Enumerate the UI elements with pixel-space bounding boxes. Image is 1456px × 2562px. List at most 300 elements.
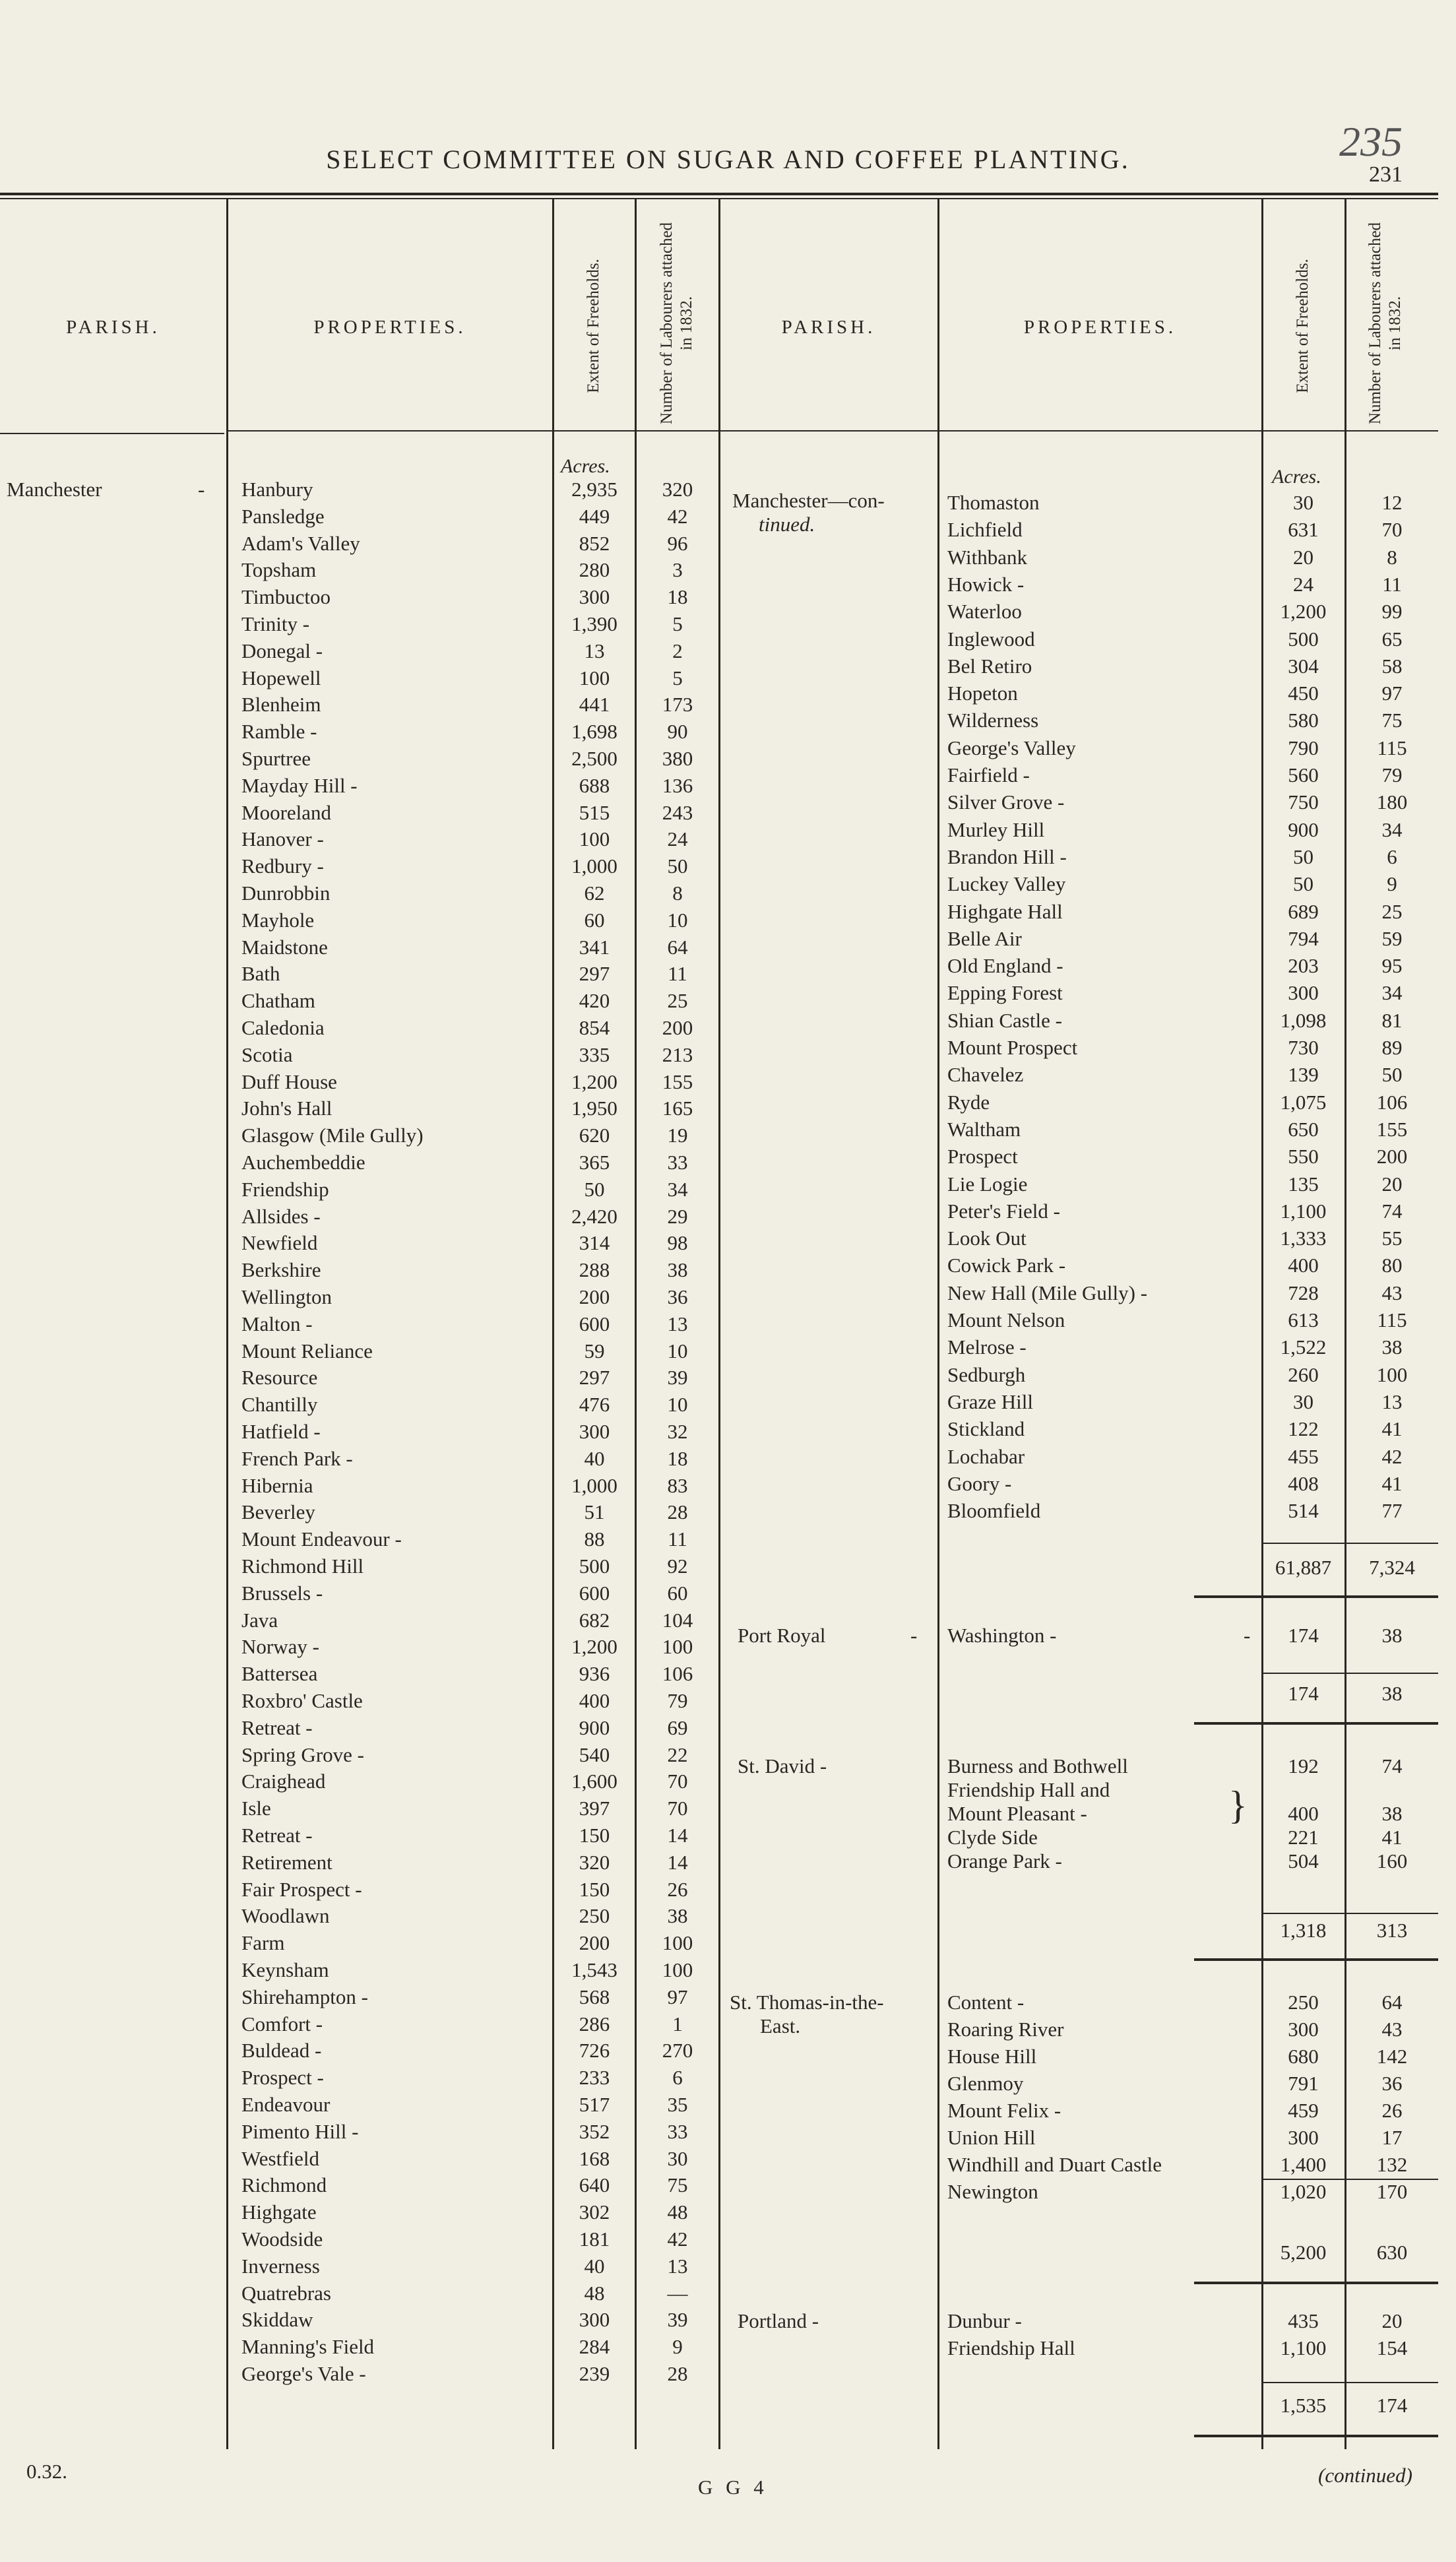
labourers-value: 10 [667,908,688,932]
extent-value: 540 [579,1743,610,1766]
property-name: Friendship Hall and [947,1778,1110,1801]
extent-value: 631 [1288,518,1319,542]
footer-signature: G G 4 [698,2476,768,2499]
extent-value: 284 [579,2335,610,2359]
extent-value: 1,698 [571,720,617,744]
property-name: New Hall (Mile Gully) - [947,1281,1148,1304]
st-thomas-total-labourers: 630 [1376,2241,1408,2264]
portland-total-extent: 1,535 [1280,2394,1327,2417]
labourers-value: 89 [1381,1036,1403,1059]
property-name: Burness and Bothwell [947,1754,1128,1777]
extent-value: 203 [1288,954,1319,978]
extent-value: 568 [579,1985,610,2008]
extent-value: 365 [579,1151,610,1174]
footer-continued: (continued) [1318,2464,1412,2487]
extent-value: 300 [1288,2126,1319,2149]
extent-value: 302 [579,2200,610,2224]
property-name: Blenheim [241,693,321,717]
property-name: Craighead [241,1770,326,1793]
labourers-value: 92 [667,1554,688,1578]
labourers-value: 38 [667,1258,688,1282]
parish-dash: - [910,1624,918,1647]
labourers-value: 28 [667,2362,688,2385]
labourers-value: 41 [1381,1471,1403,1495]
extent-value: 286 [579,2012,610,2035]
parish-port-royal: Port Royal [738,1624,826,1647]
labourers-value: 60 [667,1581,688,1605]
property-name: Duff House [241,1070,337,1093]
st-david-total-extent: 1,318 [1280,1919,1327,1942]
property-name: Mount Felix - [947,2099,1061,2122]
property-name: Hopewell [241,666,321,689]
labourers-value: 14 [667,1850,688,1874]
property-name: Chantilly [241,1393,318,1417]
property-name: Fair Prospect - [241,1877,362,1901]
extent-value: 408 [1288,1471,1319,1495]
extent-value: 500 [579,1554,610,1578]
property-name: Manning's Field [241,2335,375,2359]
parish-st-david: St. David - [738,1754,827,1777]
property-name: Malton - [241,1312,313,1335]
property-name: Buldead - [241,2039,322,2063]
extent-value: 455 [1288,1444,1319,1468]
labourers-value: 100 [1376,1362,1408,1386]
property-name: Ramble - [241,720,317,744]
extent-value: 794 [1288,926,1319,950]
parish-manchester: Manchester [7,478,102,501]
brace: } [1228,1783,1248,1827]
property-name: Comfort - [241,2012,323,2035]
labourers-value: 98 [667,1231,688,1255]
table-row [0,1554,1456,1578]
extent-value: 20 [1293,545,1314,569]
property-name: Highgate Hall [947,899,1063,923]
labourers-value: 42 [667,2227,688,2251]
table-row [0,1227,1456,1250]
labourers-value: 99 [1381,600,1403,624]
property-name: Skiddaw [241,2308,313,2332]
extent-value: 2,935 [571,478,617,501]
table-row [0,900,1456,924]
property-name: Scotia [241,1042,293,1066]
table-row [0,518,1456,542]
property-name: Highgate [241,2200,317,2224]
extent-value: 50 [1293,872,1314,896]
labourers-value: 6 [672,2066,683,2090]
extent-value: 62 [584,881,605,905]
property-name: Battersea [241,1662,318,1686]
property-name: Dunbur - [947,2309,1022,2332]
property-name: Fairfield - [947,763,1030,786]
property-name: Chatham [241,989,315,1013]
extent-value: 1,200 [571,1070,617,1093]
st-thomas-total-extent: 5,200 [1280,2241,1327,2264]
property-name: George's Valley [947,736,1076,759]
labourers-value: 32 [667,1420,688,1443]
extent-value: 297 [579,962,610,986]
extent-value: 600 [579,1312,610,1335]
property-name: Hanover - [241,827,324,851]
property-name: Timbuctoo [241,585,331,609]
labourers-value: 115 [1377,736,1407,759]
property-name: Richmond Hill [241,1554,364,1578]
header-extent-left: Extent of Freeholds. [585,259,602,393]
labourers-value: 70 [667,1770,688,1793]
page-title: SELECT COMMITTEE ON SUGAR AND COFFEE PLANTING. [326,144,1130,174]
labourers-value: 55 [1381,1227,1403,1250]
property-name: Wilderness [947,709,1039,732]
extent-value: 500 [1288,627,1319,651]
table-row [0,1991,1456,2014]
labourers-value: 132 [1376,2153,1408,2176]
table-row [0,2336,1456,2360]
unit-acres-right: Acres. [1272,466,1321,488]
labourers-value: 25 [667,989,688,1013]
table-row [0,927,1456,951]
property-name: Hibernia [241,1473,313,1497]
labourers-value: 20 [1381,1172,1403,1196]
labourers-value: 11 [668,1527,687,1551]
labourers-value: 180 [1376,790,1408,814]
labourers-value: 6 [1387,845,1397,868]
labourers-value: 29 [667,1204,688,1228]
property-name: Look Out [947,1227,1027,1250]
extent-value: 335 [579,1042,610,1066]
property-name: Newfield [241,1231,318,1255]
property-name: Farm [241,1931,285,1955]
table-row [0,1472,1456,1496]
table-row [0,845,1456,869]
extent-value: 688 [579,773,610,797]
extent-value: 400 [579,1689,610,1712]
property-name: Mount Pleasant - [947,1802,1087,1825]
extent-value: 250 [1288,1991,1319,2014]
labourers-value: 42 [1381,1444,1403,1468]
property-name: Content - [947,1991,1025,2014]
extent-value: 852 [579,531,610,555]
table-row [0,491,1456,515]
extent-value: 2,500 [571,747,617,770]
extent-value: 100 [579,827,610,851]
property-name: Orange Park - [947,1849,1062,1873]
labourers-value: 59 [1381,926,1403,950]
property-name: Old England - [947,954,1063,978]
property-name: Ryde [947,1090,990,1114]
labourers-value: 90 [667,720,688,744]
labourers-value: 50 [667,854,688,878]
extent-value: 200 [579,1285,610,1308]
property-name: Pansledge [241,504,325,528]
table-row [0,1445,1456,1469]
extent-value: 682 [579,1608,610,1632]
table-row [0,1609,1456,1632]
extent-value: 300 [579,585,610,609]
table-row [0,1527,1456,1551]
extent-value: 24 [1293,572,1314,596]
labourers-value: 270 [662,2039,693,2063]
st-david-total-labourers: 313 [1376,1919,1408,1942]
parish-manchester-continued: Manchester—con- [732,489,885,512]
property-name: Spring Grove - [241,1743,364,1766]
extent-value: 40 [584,2254,605,2278]
property-name: Glasgow (Mile Gully) [241,1124,424,1147]
table-row [0,2227,1456,2251]
extent-value: 1,098 [1280,1008,1327,1032]
property-name: Bloomfield [947,1499,1041,1523]
extent-value: 1,020 [1280,2180,1327,2203]
header-labourers-right: Number of Labourers attached in 1832. [1366,222,1404,425]
labourers-value: 243 [662,800,693,824]
labourers-value: 154 [1376,2336,1408,2359]
property-name: Lochabar [947,1444,1025,1468]
table-row [0,2309,1456,2333]
property-name: Cowick Park - [947,1254,1066,1277]
property-name: Auchembeddie [241,1151,365,1174]
labourers-value: 38 [1381,1335,1403,1359]
labourers-value: 35 [667,2093,688,2116]
property-name: Peter's Field - [947,1199,1060,1223]
labourers-value: 5 [672,612,683,635]
labourers-value: 9 [1387,872,1397,896]
table-row [0,655,1456,678]
labourers-value: 12 [1381,491,1403,514]
extent-value: 1,543 [571,1958,617,1981]
property-name: Goory - [947,1471,1012,1495]
labourers-value: 20 [1381,2309,1403,2332]
extent-value: 260 [1288,1362,1319,1386]
labourers-value: — [667,2281,688,2305]
property-name: Hatfield - [241,1420,321,1443]
labourers-value: 155 [1376,1117,1408,1141]
extent-value: 689 [1288,899,1319,923]
labourers-value: 36 [667,1285,688,1308]
property-name: Inglewood [947,627,1035,651]
table-row [0,1849,1456,1873]
extent-value: 300 [579,1420,610,1443]
table-row [0,1091,1456,1114]
extent-value: 450 [1288,682,1319,705]
property-name: Silver Grove - [947,790,1065,814]
table-row [0,981,1456,1005]
header-properties-left: PROPERTIES. [313,317,466,338]
property-name: Brussels - [241,1581,323,1605]
labourers-value: 115 [1377,1308,1407,1331]
table-row [0,1036,1456,1060]
labourers-value: 22 [667,1743,688,1766]
port-royal-labourers: 38 [1381,1624,1403,1647]
parish-manchester-continued-b: tinued. [759,513,815,536]
labourers-value: 136 [662,773,693,797]
extent-value: 1,400 [1280,2153,1327,2176]
header-properties-right: PROPERTIES. [1023,317,1177,338]
extent-value: 1,950 [571,1097,617,1120]
labourers-value: 28 [667,1500,688,1524]
parish-portland: Portland - [738,2309,819,2332]
extent-value: 1,000 [571,1473,617,1497]
property-name: Resource [241,1366,318,1390]
labourers-value: 77 [1381,1499,1403,1523]
property-name: Woodside [241,2227,323,2251]
table-row [0,1200,1456,1223]
labourers-value: 33 [667,2119,688,2143]
property-name: French Park - [241,1446,353,1470]
property-name: Spurtree [241,747,311,770]
property-name: Donegal - [241,639,323,662]
extent-value: 50 [1293,845,1314,868]
property-name: Isle [241,1797,271,1820]
extent-value: 449 [579,504,610,528]
labourers-value: 1 [672,2012,683,2035]
property-name: Thomaston [947,491,1040,514]
property-name: Inverness [241,2254,320,2278]
property-name: Union Hill [947,2126,1036,2149]
table-row [0,1281,1456,1305]
extent-value: 13 [584,639,605,662]
extent-value: 613 [1288,1308,1319,1331]
property-name: Java [241,1608,278,1632]
labourers-value: 106 [1376,1090,1408,1114]
table-row [0,1582,1456,1605]
table-row [0,1958,1456,1982]
labourers-value: 11 [668,962,687,986]
unit-acres-left: Acres. [561,455,610,477]
extent-value: 239 [579,2362,610,2385]
table-row [0,1363,1456,1387]
table-row [0,1635,1456,1659]
labourers-value: 65 [1381,627,1403,651]
property-name: George's Vale - [241,2362,366,2385]
table-row [0,1878,1456,1902]
property-name: Epping Forest [947,981,1063,1005]
labourers-value: 97 [667,1985,688,2008]
header-labourers-left: Number of Labourers attached in 1832. [658,222,695,425]
property-name: Mayhole [241,908,315,932]
extent-value: 233 [579,2066,610,2090]
extent-value: 139 [1288,1063,1319,1087]
extent-value: 304 [1288,654,1319,678]
labourers-value: 5 [672,666,683,689]
labourers-value: 50 [1381,1063,1403,1087]
extent-value: 517 [579,2093,610,2116]
table-row [0,1009,1456,1033]
property-name: Waltham [947,1117,1021,1141]
property-name: Sedburgh [947,1362,1026,1386]
extent-value: 1,200 [1280,600,1327,624]
table-row [0,682,1456,705]
property-name: Melrose - [947,1335,1027,1359]
extent-value: 168 [579,2146,610,2170]
labourers-value: 95 [1381,954,1403,978]
manchester-total-labourers: 7,324 [1369,1556,1415,1579]
extent-value: 30 [1293,1390,1314,1413]
extent-value: 88 [584,1527,605,1551]
labourers-value: 18 [667,1446,688,1470]
labourers-value: 81 [1381,1008,1403,1032]
property-name: Clyde Side [947,1826,1038,1849]
extent-value: 580 [1288,709,1319,732]
table-row [0,2153,1456,2177]
property-name: John's Hall [241,1097,332,1120]
table-row [0,818,1456,842]
table-row [0,736,1456,760]
extent-value: 1,522 [1280,1335,1327,1359]
labourers-value: 34 [667,1177,688,1201]
table-row [0,2126,1456,2150]
labourers-value: 17 [1381,2126,1403,2149]
table-row [0,1172,1456,1196]
parish-st-thomas: St. Thomas-in-the- [730,1991,884,2014]
extent-value: 1,200 [571,1635,617,1659]
labourers-value: 10 [667,1393,688,1417]
extent-value: 1,100 [1280,1199,1327,1223]
labourers-value: 18 [667,585,688,609]
table-row [0,1417,1456,1441]
extent-value: 300 [579,2308,610,2332]
table-row [0,1689,1456,1713]
property-name: Mayday Hill - [241,773,358,797]
labourers-value: 34 [1381,817,1403,841]
property-name: Endeavour [241,2093,331,2116]
extent-value: 504 [1288,1849,1319,1873]
extent-value: 435 [1288,2309,1319,2332]
labourers-value: 38 [667,1904,688,1928]
labourers-value: 173 [662,693,693,717]
property-name: Keynsham [241,1958,329,1981]
labourers-value: 26 [667,1877,688,1901]
port-royal-total-labourers: 38 [1381,1682,1403,1705]
table-row [0,1904,1456,1928]
labourers-value: 39 [667,1366,688,1390]
property-name: Bath [241,962,280,986]
labourers-value: 8 [1387,545,1397,569]
extent-value: 40 [584,1446,605,1470]
extent-value: 320 [579,1850,610,1874]
labourers-value: 10 [667,1339,688,1362]
property-name: Allsides - [241,1204,321,1228]
extent-value: 600 [579,1581,610,1605]
extent-value: 297 [579,1366,610,1390]
table-row [0,1390,1456,1414]
extent-value: 50 [584,1177,605,1201]
labourers-value: 142 [1376,2045,1408,2068]
table-row [0,790,1456,814]
extent-value: 1,600 [571,1770,617,1793]
extent-value: 1,390 [571,612,617,635]
manchester-total-extent: 61,887 [1275,1556,1332,1579]
header-parish-left: PARISH. [66,317,160,338]
property-name: Mount Nelson [947,1308,1065,1331]
labourers-value: 41 [1381,1826,1403,1849]
extent-value: 900 [1288,817,1319,841]
labourers-value: 2 [672,639,683,662]
property-name: Luckey Valley [947,872,1066,896]
property-name: Lichfield [947,518,1023,542]
property-name: Redbury - [241,854,324,878]
labourers-value: 70 [667,1797,688,1820]
property-name: Westfield [241,2146,320,2170]
property-name: Friendship [241,1177,329,1201]
table-row [0,1826,1456,1849]
property-name: Richmond [241,2173,327,2197]
table-row [0,2255,1456,2278]
extent-value: 620 [579,1124,610,1147]
labourers-value: 43 [1381,1281,1403,1304]
labourers-value: 80 [1381,1254,1403,1277]
labourers-value: 39 [667,2308,688,2332]
table-row [0,2045,1456,2068]
labourers-value: 8 [672,881,683,905]
property-name: Shian Castle - [947,1008,1062,1032]
